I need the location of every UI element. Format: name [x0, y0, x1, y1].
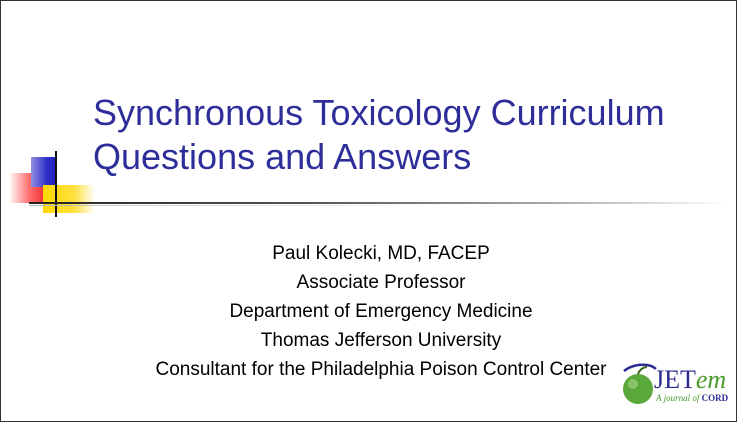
title-line-1: Synchronous Toxicology Curriculum	[93, 92, 665, 133]
presenter-university: Thomas Jefferson University	[260, 330, 502, 351]
jetem-logo	[616, 359, 728, 413]
title-divider-shadow	[29, 205, 449, 206]
presenter-affiliation: Consultant for the Philadelphia Poison Control Center	[155, 359, 607, 380]
title-line-2: Questions and Answers	[93, 136, 472, 177]
slide-title	[93, 91, 713, 179]
logo-tagline: A journal of CORD	[656, 393, 729, 403]
decor-yellow-square	[43, 185, 95, 213]
title-divider-line	[29, 202, 729, 204]
decor-blue-square	[31, 157, 57, 187]
logo-wordmark: JETem	[654, 365, 727, 394]
presenter-info	[61, 239, 701, 384]
presenter-name: Paul Kolecki, MD, FACEP	[272, 243, 490, 264]
decor-vertical-line	[55, 151, 57, 217]
presenter-department: Department of Emergency Medicine	[229, 301, 533, 322]
presenter-title: Associate Professor	[296, 272, 466, 293]
